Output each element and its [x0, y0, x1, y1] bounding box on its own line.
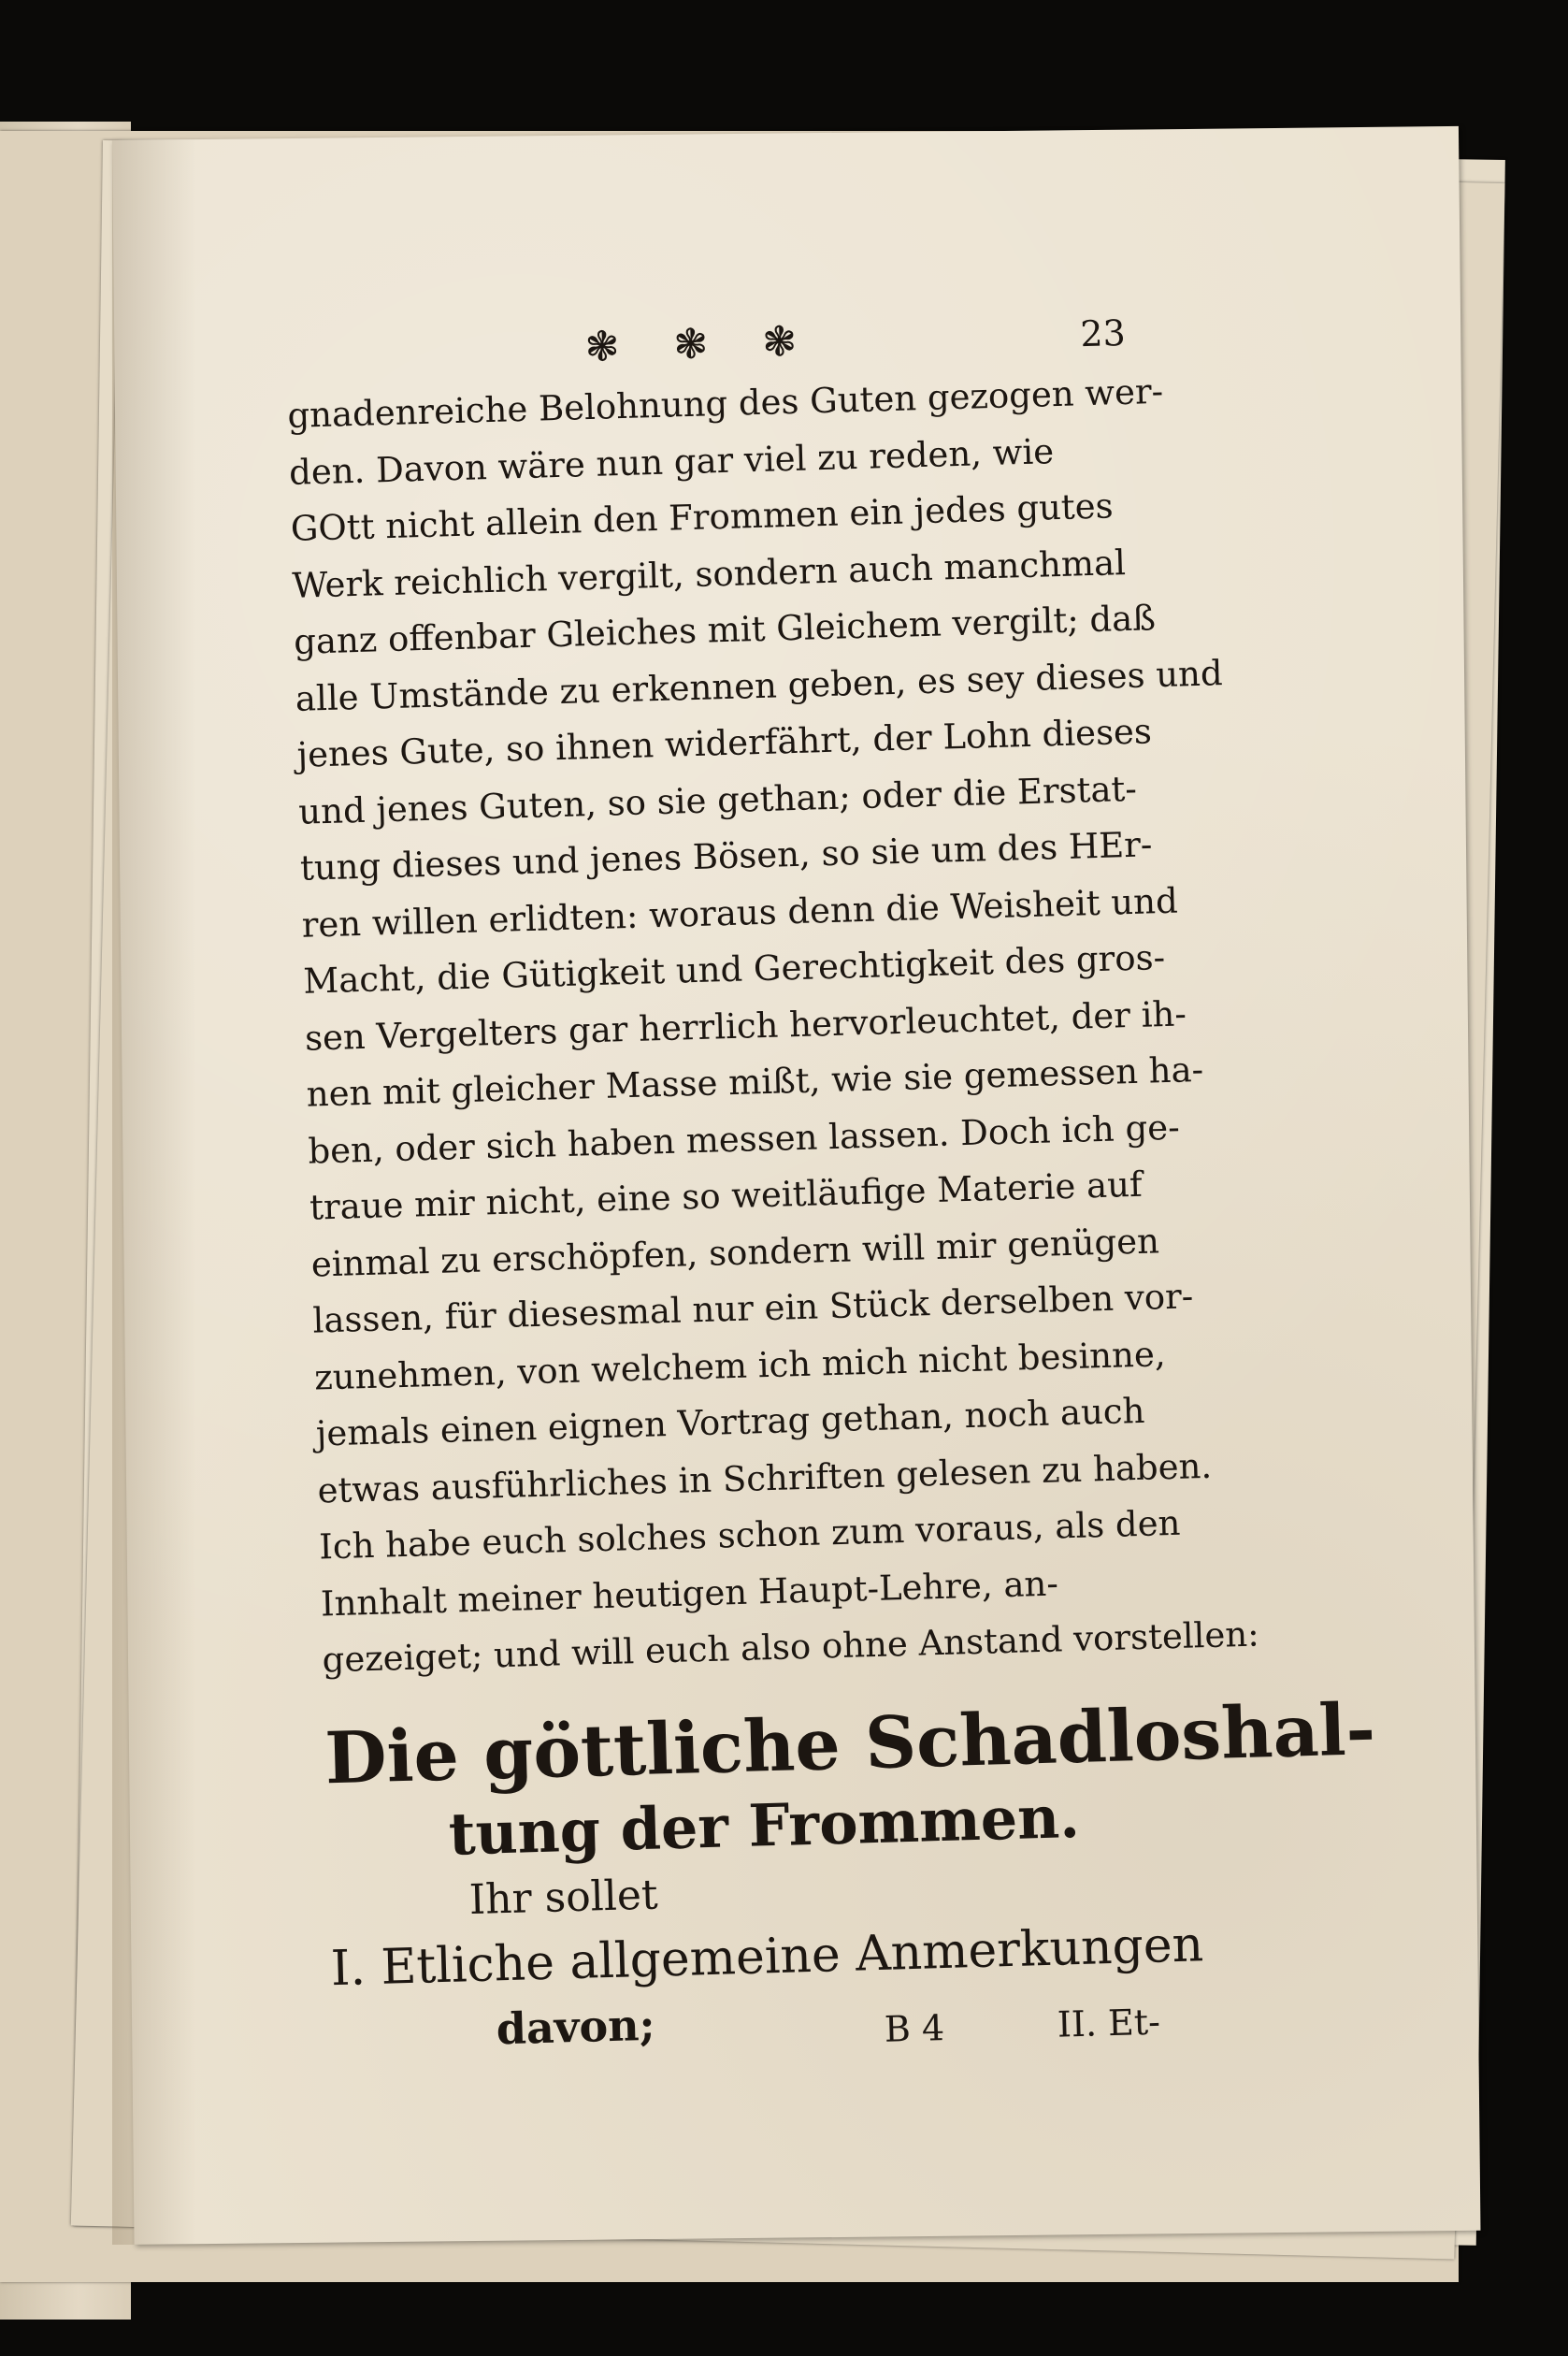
catchword: II. Et-	[1057, 2001, 1161, 2045]
ornament-icon: ❃ ❃ ❃	[583, 317, 818, 372]
text-line: sen Vergelters gar herrlich hervorleuchtet, der ih-	[304, 992, 1187, 1059]
text-line: Innhalt meiner heutigen Haupt-Lehre, an-	[320, 1562, 1059, 1624]
text-line: und jenes Guten, so sie gethan; oder die Erstat-	[297, 768, 1138, 832]
text-line: einmal zu erschöpfen, sondern will mir genügen	[310, 1220, 1160, 1285]
title-line: tung der Frommen.	[447, 1782, 1081, 1869]
sermon-title	[324, 1686, 1377, 1874]
signature-mark: B 4	[884, 2006, 945, 2050]
text-line: tung dieses und jenes Bösen, so sie um des HEr-	[299, 824, 1153, 889]
text-line: GOtt nicht allein den Frommen ein jedes gutes	[290, 485, 1115, 549]
text-line: alle Umstände zu erkennen geben, es sey dieses und	[295, 652, 1224, 719]
text-line: ren willen erlidten: woraus denn die Weisheit und	[301, 880, 1179, 946]
text-line: nen mit gleicher Masse mißt, wie sie gemessen ha-	[306, 1048, 1204, 1115]
text-line: jenes Gute, so ihnen widerfährt, der Lohn dieses	[296, 711, 1153, 775]
intro-line: Ihr sollet	[468, 1871, 659, 1924]
text-line: ben, oder sich haben messen lassen. Doch ich ge-	[307, 1106, 1181, 1172]
text-line: Werk reichlich vergilt, sondern auch manchmal	[291, 542, 1127, 606]
page-content	[285, 308, 1377, 2119]
text-line: etwas ausführliches in Schriften gelesen zu haben.	[316, 1445, 1213, 1511]
title-line: Die göttliche Schadloshal-	[324, 1686, 1377, 1800]
text-line: jemals einen eignen Vortrag gethan, noch auch	[315, 1390, 1145, 1454]
text-line: traue mir nicht, eine so weitläufige Materie auf	[309, 1164, 1144, 1228]
text-line: Ich habe euch solches schon zum voraus, als den	[318, 1502, 1181, 1568]
body-text	[286, 364, 1260, 1689]
section-heading: I. Etliche allgemeine Anmerkungen	[330, 1915, 1204, 1997]
text-line: lassen, für diesesmal nur ein Stück derselben vor-	[311, 1276, 1194, 1341]
text-line: gezeiget; und will euch also ohne Anstand vorstellen:	[322, 1613, 1260, 1681]
page-gutter-shadow	[112, 140, 196, 2245]
text-line: gnadenreiche Belohnung des Guten gezogen wer-	[286, 370, 1164, 436]
text-line: ganz offenbar Gleiches mit Gleichem vergilt; daß	[293, 598, 1157, 662]
text-line: zunehmen, von welchem ich mich nicht besinne,	[313, 1333, 1167, 1398]
text-line: den. Davon wäre nun gar viel zu reden, wie	[288, 430, 1055, 493]
page-number: 23	[1079, 311, 1127, 355]
section-heading-continuation: davon;	[495, 1999, 656, 2054]
text-line: Macht, die Gütigkeit und Gerechtigkeit des gros-	[302, 936, 1166, 1002]
